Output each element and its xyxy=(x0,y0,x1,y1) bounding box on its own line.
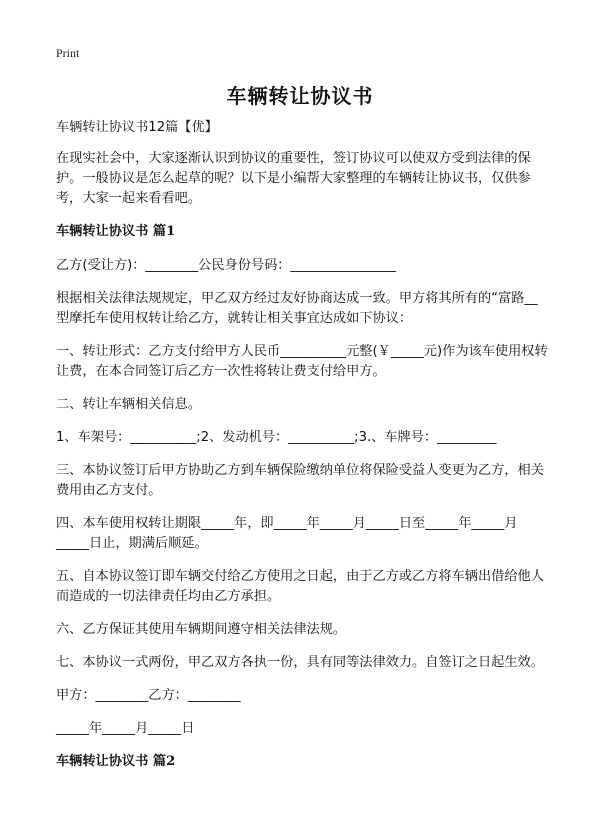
clause-5: 五、自本协议签订即车辆交付给乙方使用之日起，由于乙方或乙方将车辆出借给他人而造成的一切法律责任均由乙方承担。 xyxy=(56,569,544,604)
clause-2-heading: 二、转让车辆相关信息。 xyxy=(56,397,202,412)
signature-line: 甲方：________乙方：________ xyxy=(56,688,241,703)
clause-4: 四、本车使用权转让期限_____年，即_____年_____月_____日至_____年_____月_____日止，期满后顺延。 xyxy=(56,516,518,551)
date-line: _____年_____月_____日 xyxy=(56,721,195,736)
intro-paragraph: 在现实社会中，大家逐渐认识到协议的重要性，签订协议可以使双方受到法律的保护。一般协议是怎么起草的呢？以下是小编帮大家整理的车辆转让协议书，仅供参考，大家一起来看看吧。 xyxy=(56,151,531,206)
clause-6: 六、乙方保证其使用车辆期间遵守相关法律法规。 xyxy=(56,622,347,637)
document-body xyxy=(56,118,550,786)
clause-3: 三、本协议签订后甲方协助乙方到车辆保险缴纳单位将保险受益人变更为乙方，相关费用由乙方支付。 xyxy=(56,463,544,498)
clause-2-details: 1、车架号：__________;2、发动机号：__________;3.、车牌号：_________ xyxy=(56,430,497,445)
section-heading-2: 车辆转让协议书 篇2 xyxy=(56,754,176,769)
document-title: 车辆转让协议书 xyxy=(226,84,374,108)
clause-1: 一、转让形式：乙方支付给甲方人民币__________元整(￥_____元)作为该车使用权转让费，在本合同签订后乙方一次性将转让费支付给甲方。 xyxy=(56,344,548,379)
preamble-paragraph: 根据相关法律法规规定，甲乙双方经过友好协商达成一致。甲方将其所有的“富路__型摩托车使用权转让给乙方，就转让相关事宜达成如下协议： xyxy=(56,291,538,326)
print-link[interactable]: Print xyxy=(56,46,80,60)
section-heading-1: 车辆转让协议书 篇1 xyxy=(56,224,176,239)
party-b-line: 乙方(受让方)：________公民身份号码：________________ xyxy=(56,258,396,273)
document-subtitle: 车辆转让协议书12篇【优】 xyxy=(56,120,218,135)
clause-7: 七、本协议一式两份，甲乙双方各执一份，具有同等法律效力。自签订之日起生效。 xyxy=(56,655,544,670)
